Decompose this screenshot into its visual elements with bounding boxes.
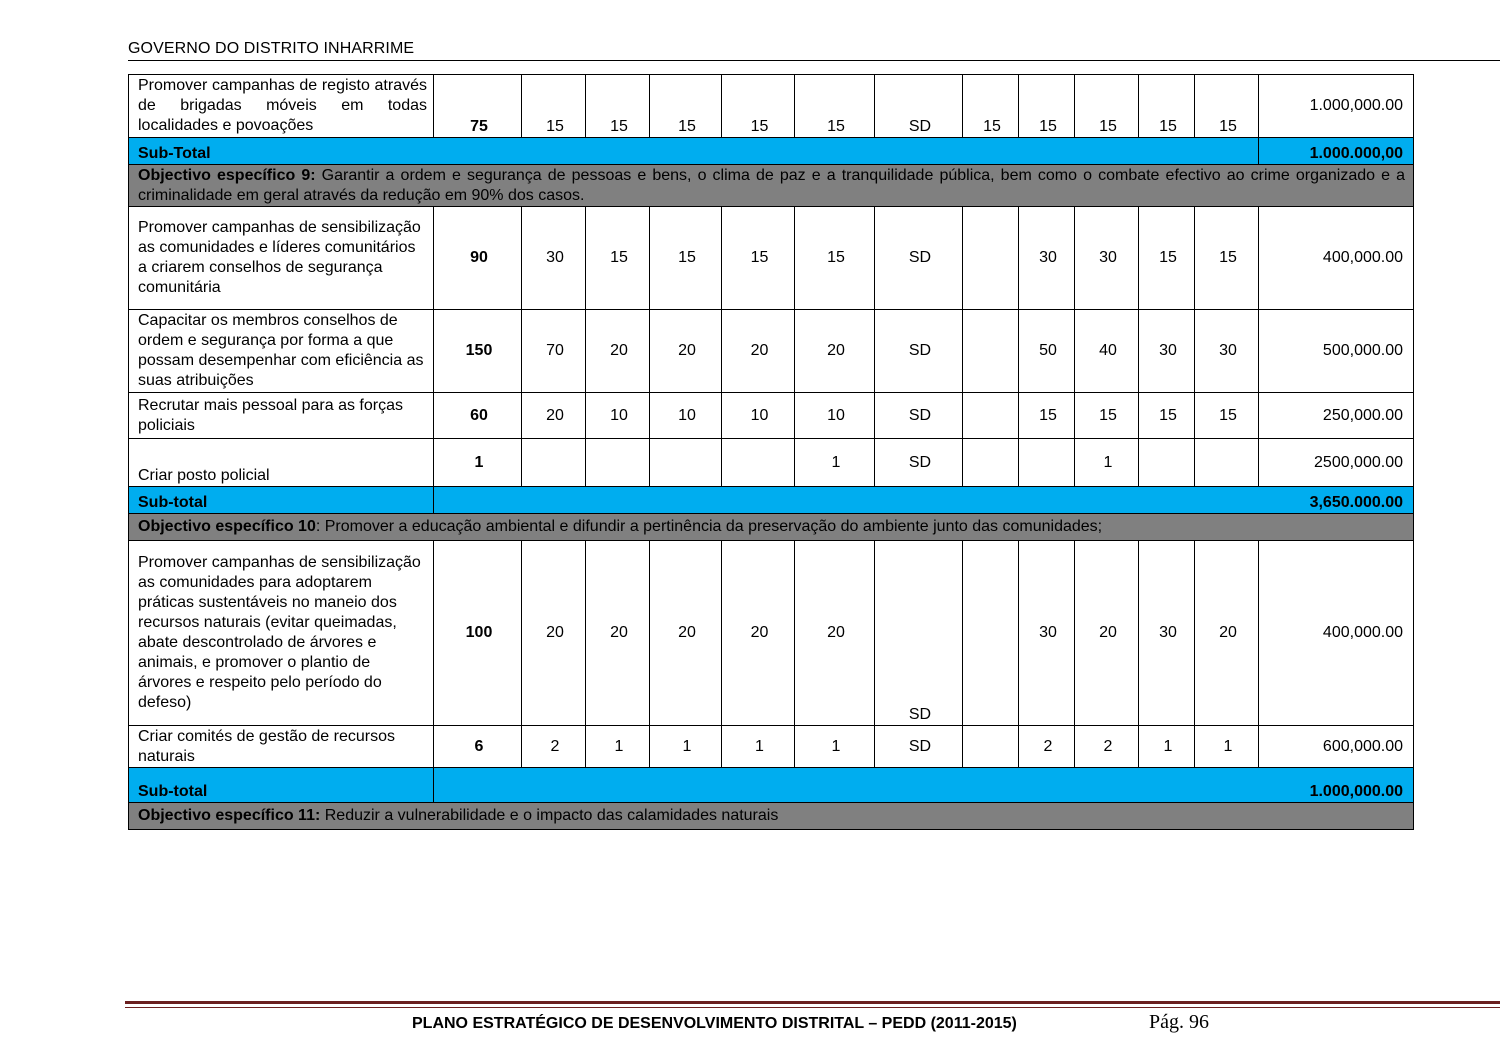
footer-divider — [125, 1001, 1500, 1004]
objective-label: Objectivo específico 9: — [138, 166, 316, 184]
resp-cell — [1019, 439, 1075, 487]
activity-cell: Criar comités de gestão de recursos naturais — [129, 726, 434, 768]
subtotal-label: Sub-Total — [129, 138, 1259, 165]
amount-cell: 2500,000.00 — [1259, 439, 1414, 487]
resp-cell: 15 — [1195, 393, 1259, 439]
target-total-cell: 100 — [434, 541, 522, 726]
resp-cell: 15 — [1139, 207, 1195, 310]
objective-cell — [129, 165, 1414, 207]
target-total-cell: 75 — [434, 75, 522, 138]
resp-cell: 50 — [1019, 310, 1075, 393]
amount-cell: 400,000.00 — [1259, 541, 1414, 726]
subtotal-label: Sub-total — [129, 768, 434, 803]
year-cell: 15 — [586, 207, 650, 310]
resp-cell: 30 — [1139, 541, 1195, 726]
objective-row — [129, 803, 1414, 830]
year-cell: 20 — [722, 310, 795, 393]
year-cell: 15 — [522, 75, 586, 138]
resp-cell: 1 — [1139, 726, 1195, 768]
resp-cell: 15 — [1075, 393, 1139, 439]
amount-cell: 600,000.00 — [1259, 726, 1414, 768]
resp-cell: 15 — [1195, 75, 1259, 138]
resp-cell: 15 — [1139, 393, 1195, 439]
table-row — [129, 207, 1414, 310]
resp-cell — [963, 439, 1019, 487]
resp-cell: 30 — [1019, 207, 1075, 310]
resp-cell — [963, 541, 1019, 726]
resp-cell: 30 — [1019, 541, 1075, 726]
objective-text: Garantir a ordem e segurança de pessoas e bens, o clima de paz e a tranquilidade pública, bem como o combate efectivo ao crime organizado e a criminalidade em geral através da redução em 90% dos casos. — [138, 166, 1406, 204]
year-cell — [650, 439, 722, 487]
objective-label: Objectivo específico 11: — [138, 807, 321, 824]
header-divider — [128, 60, 1500, 61]
year-cell — [522, 439, 586, 487]
year-cell: 20 — [522, 393, 586, 439]
year-cell: 1 — [795, 726, 875, 768]
resp-cell: 15 — [1075, 75, 1139, 138]
year-cell: 20 — [586, 541, 650, 726]
year-cell: 1 — [586, 726, 650, 768]
table-row — [129, 541, 1414, 726]
resp-cell: 15 — [1195, 207, 1259, 310]
table-row — [129, 393, 1414, 439]
page-header: GOVERNO DO DISTRITO INHARRIME — [128, 40, 415, 57]
activity-cell: Recrutar mais pessoal para as forças policiais — [129, 393, 434, 439]
year-cell: 15 — [722, 75, 795, 138]
resp-cell — [963, 393, 1019, 439]
source-cell: SD — [875, 726, 963, 768]
year-cell: 15 — [795, 207, 875, 310]
source-cell: SD — [875, 393, 963, 439]
year-cell: 15 — [650, 207, 722, 310]
year-cell: 15 — [650, 75, 722, 138]
table-row — [129, 439, 1414, 487]
year-cell: 10 — [586, 393, 650, 439]
year-cell: 20 — [795, 541, 875, 726]
footer-divider — [125, 1007, 1500, 1008]
year-cell — [586, 439, 650, 487]
activity-cell: Promover campanhas de sensibilização as comunidades para adoptarem práticas sustentáveis no maneio dos recursos naturais (evitar queimadas, abate descontrolado de árvores e animais, e promover o plantio de árvores e respeito pelo período do defeso) — [129, 541, 434, 726]
target-total-cell: 6 — [434, 726, 522, 768]
plan-table — [128, 74, 1414, 830]
year-cell: 15 — [586, 75, 650, 138]
resp-cell: 2 — [1075, 726, 1139, 768]
resp-cell: 15 — [1019, 393, 1075, 439]
footer-title: PLANO ESTRATÉGICO DE DESENVOLVIMENTO DISTRITAL – PEDD (2011-2015) — [412, 1015, 1017, 1032]
amount-cell: 500,000.00 — [1259, 310, 1414, 393]
year-cell: 20 — [795, 310, 875, 393]
resp-cell: 20 — [1195, 541, 1259, 726]
objective-cell — [129, 514, 1414, 541]
subtotal-amount: 1.000.000,00 — [1259, 138, 1414, 165]
resp-cell — [963, 310, 1019, 393]
table-row — [129, 726, 1414, 768]
objective-row — [129, 165, 1414, 207]
resp-cell: 15 — [1139, 75, 1195, 138]
objective-text: : Promover a educação ambiental e difundir a pertinência da preservação do ambiente junto das comunidades; — [315, 518, 1103, 535]
resp-cell — [963, 207, 1019, 310]
activity-cell: Criar posto policial — [129, 439, 434, 487]
resp-cell: 30 — [1195, 310, 1259, 393]
year-cell: 30 — [522, 207, 586, 310]
target-total-cell: 60 — [434, 393, 522, 439]
activity-cell: Capacitar os membros conselhos de ordem e segurança por forma a que possam desempenhar com eficiência as suas atribuições — [129, 310, 434, 393]
resp-cell: 1 — [1075, 439, 1139, 487]
target-total-cell: 1 — [434, 439, 522, 487]
year-cell: 20 — [650, 541, 722, 726]
subtotal-row — [129, 768, 1414, 803]
source-cell: SD — [875, 541, 963, 726]
subtotal-amount: 1.000,000.00 — [434, 768, 1414, 803]
source-cell: SD — [875, 439, 963, 487]
year-cell: 1 — [650, 726, 722, 768]
source-cell: SD — [875, 310, 963, 393]
source-cell: SD — [875, 207, 963, 310]
resp-cell: 20 — [1075, 541, 1139, 726]
amount-cell: 250,000.00 — [1259, 393, 1414, 439]
year-cell: 10 — [722, 393, 795, 439]
source-cell: SD — [875, 75, 963, 138]
activity-cell: Promover campanhas de sensibilização as comunidades e líderes comunitários a criarem conselhos de segurança comunitária — [129, 207, 434, 310]
subtotal-label: Sub-total — [129, 487, 434, 514]
year-cell: 10 — [650, 393, 722, 439]
objective-label: Objectivo específico 10 — [138, 518, 316, 535]
resp-cell: 30 — [1139, 310, 1195, 393]
resp-cell: 1 — [1195, 726, 1259, 768]
resp-cell: 30 — [1075, 207, 1139, 310]
resp-cell — [1195, 439, 1259, 487]
year-cell: 15 — [795, 75, 875, 138]
resp-cell — [963, 726, 1019, 768]
year-cell: 20 — [586, 310, 650, 393]
year-cell: 20 — [722, 541, 795, 726]
subtotal-amount: 3,650.000.00 — [434, 487, 1414, 514]
year-cell: 20 — [650, 310, 722, 393]
amount-cell: 1.000,000.00 — [1259, 75, 1414, 138]
year-cell: 2 — [522, 726, 586, 768]
year-cell: 20 — [522, 541, 586, 726]
resp-cell: 40 — [1075, 310, 1139, 393]
year-cell: 70 — [522, 310, 586, 393]
subtotal-row — [129, 487, 1414, 514]
objective-text: Reduzir a vulnerabilidade e o impacto das calamidades naturais — [320, 807, 779, 824]
year-cell — [722, 439, 795, 487]
year-cell: 15 — [722, 207, 795, 310]
objective-cell — [129, 803, 1414, 830]
resp-cell: 2 — [1019, 726, 1075, 768]
resp-cell: 15 — [1019, 75, 1075, 138]
resp-cell: 15 — [963, 75, 1019, 138]
objective-row — [129, 514, 1414, 541]
target-total-cell: 90 — [434, 207, 522, 310]
target-total-cell: 150 — [434, 310, 522, 393]
page-number: Pág. 96 — [1149, 1011, 1209, 1033]
amount-cell: 400,000.00 — [1259, 207, 1414, 310]
resp-cell — [1139, 439, 1195, 487]
activity-cell: Promover campanhas de registo através de brigadas móveis em todas localidades e povoações — [129, 75, 434, 138]
table-row — [129, 310, 1414, 393]
year-cell: 10 — [795, 393, 875, 439]
year-cell: 1 — [795, 439, 875, 487]
subtotal-row — [129, 138, 1414, 165]
table-row — [129, 75, 1414, 138]
year-cell: 1 — [722, 726, 795, 768]
